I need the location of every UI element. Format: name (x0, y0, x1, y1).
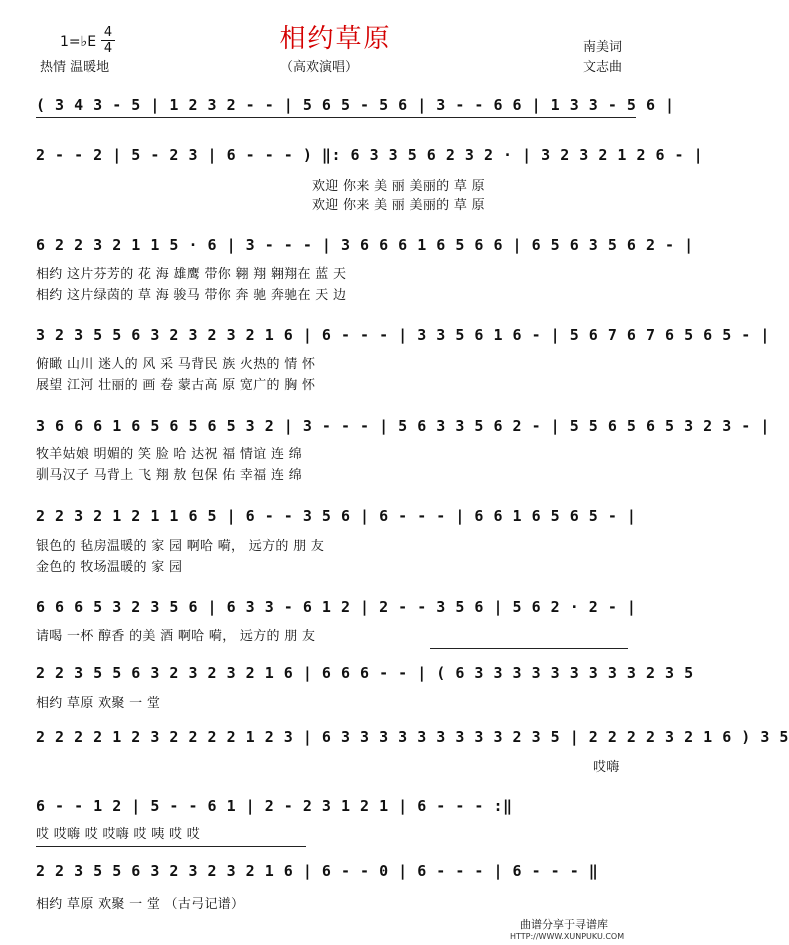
score-line-9: 2 2 2 2 1 2 3 2 2 2 2 1 2 3 | 6 3 3 3 3 3 3 3 3 3 2 3 5 | 2 2 2 2 3 2 1 6 ) 3 5 (36, 728, 789, 746)
score-line-10: 6 - - 1 2 | 5 - - 6 1 | 2 - 2 3 1 2 1 | 6 - - - :‖ (36, 797, 513, 815)
lyric-line-4b: 展望 江河 壮丽的 画 卷 蒙古高 原 宽广的 胸 怀 (36, 378, 316, 393)
lyric-line-5b: 驯马汉子 马背上 飞 翔 敖 包保 佑 幸福 连 绵 (36, 468, 302, 483)
lyric-line-2b: 欢迎 你来 美 丽 美丽的 草 原 (312, 198, 485, 213)
key-signature: 1=♭E (60, 34, 97, 50)
lyric-line-2a: 欢迎 你来 美 丽 美丽的 草 原 (312, 179, 485, 194)
lyric-line-8a: 相约 草原 欢聚 一 堂 (36, 696, 161, 711)
lyric-line-3a: 相约 这片芬芳的 花 海 雄鹰 带你 翱 翔 翱翔在 蓝 天 (36, 267, 347, 282)
lyric-line-6a: 银色的 毡房温暖的 家 园 啊哈 嗬， 远方的 朋 友 (36, 539, 325, 554)
score-line-2: 2 - - 2 | 5 - 2 3 | 6 - - - ) ‖: 6 3 3 5 6 2 3 2 · | 3 2 3 2 1 2 6 - | (36, 146, 704, 164)
lyric-line-6b: 金色的 牧场温暖的 家 园 (36, 560, 183, 575)
score-line-3: 6 2 2 3 2 1 1 5 · 6 | 3 - - - | 3 6 6 6 1 6 5 6 6 | 6 5 6 3 5 6 2 - | (36, 236, 694, 254)
lyric-line-9a: 哎嗨 (593, 760, 620, 775)
lyric-line-7a: 请喝 一杯 醇香 的美 酒 啊哈 嗬， 远方的 朋 友 (36, 629, 316, 644)
watermark-text: 曲谱分享于寻谱库 (520, 918, 608, 931)
time-signature-numerator: 4 (103, 25, 113, 40)
beam-line (36, 117, 636, 118)
lyric-line-10a: 哎 哎嗨 哎 哎嗨 哎 咦 哎 哎 (36, 827, 201, 842)
lyric-line-5a: 牧羊姑娘 明媚的 笑 脸 哈 达祝 福 情谊 连 绵 (36, 447, 302, 462)
performer-credit: （高欢演唱） (280, 60, 359, 75)
lyricist-credit: 南美词 (583, 40, 623, 55)
score-line-11: 2 2 3 5 5 6 3 2 3 2 3 2 1 6 | 6 - - 0 | 6 - - - | 6 - - - ‖ (36, 862, 599, 880)
time-signature-denominator: 4 (103, 41, 113, 56)
score-line-1: ( 3 4 3 - 5 | 1 2 3 2 - - | 5 6 5 - 5 6 | 3 - - 6 6 | 1 3 3 - 5 6 | (36, 96, 675, 114)
score-line-4: 3 2 3 5 5 6 3 2 3 2 3 2 1 6 | 6 - - - | 3 3 5 6 1 6 - | 5 6 7 6 7 6 5 6 5 - | (36, 326, 770, 344)
score-line-8: 2 2 3 5 5 6 3 2 3 2 3 2 1 6 | 6 6 6 - - | ( 6 3 3 3 3 3 3 3 3 3 2 3 5 (36, 664, 694, 682)
ending-bracket (36, 846, 306, 847)
composer-credit: 文志曲 (583, 60, 623, 75)
score-line-5: 3 6 6 6 1 6 5 6 5 6 5 3 2 | 3 - - - | 5 6 3 3 5 6 2 - | 5 5 6 5 6 5 3 2 3 - | (36, 417, 770, 435)
score-line-7: 6 6 6 5 3 2 3 5 6 | 6 3 3 - 6 1 2 | 2 - - 3 5 6 | 5 6 2 · 2 - | (36, 598, 637, 616)
watermark-url: HTTP://WWW.XUNPUKU.COM (510, 932, 625, 941)
time-signature (101, 26, 115, 55)
tempo-marking: 热情 温暖地 (40, 60, 110, 75)
lyric-line-4a: 俯瞰 山川 迷人的 风 采 马背民 族 火热的 情 怀 (36, 357, 316, 372)
lyric-line-3b: 相约 这片绿茵的 草 海 骏马 带你 奔 驰 奔驰在 天 边 (36, 288, 347, 303)
score-line-6: 2 2 3 2 1 2 1 1 6 5 | 6 - - 3 5 6 | 6 - - - | 6 6 1 6 5 6 5 - | (36, 507, 637, 525)
lyric-line-11a: 相约 草原 欢聚 一 堂 （古弓记谱） (36, 897, 245, 912)
song-title: 相约草原 (279, 24, 392, 54)
volta-bracket (430, 648, 628, 649)
